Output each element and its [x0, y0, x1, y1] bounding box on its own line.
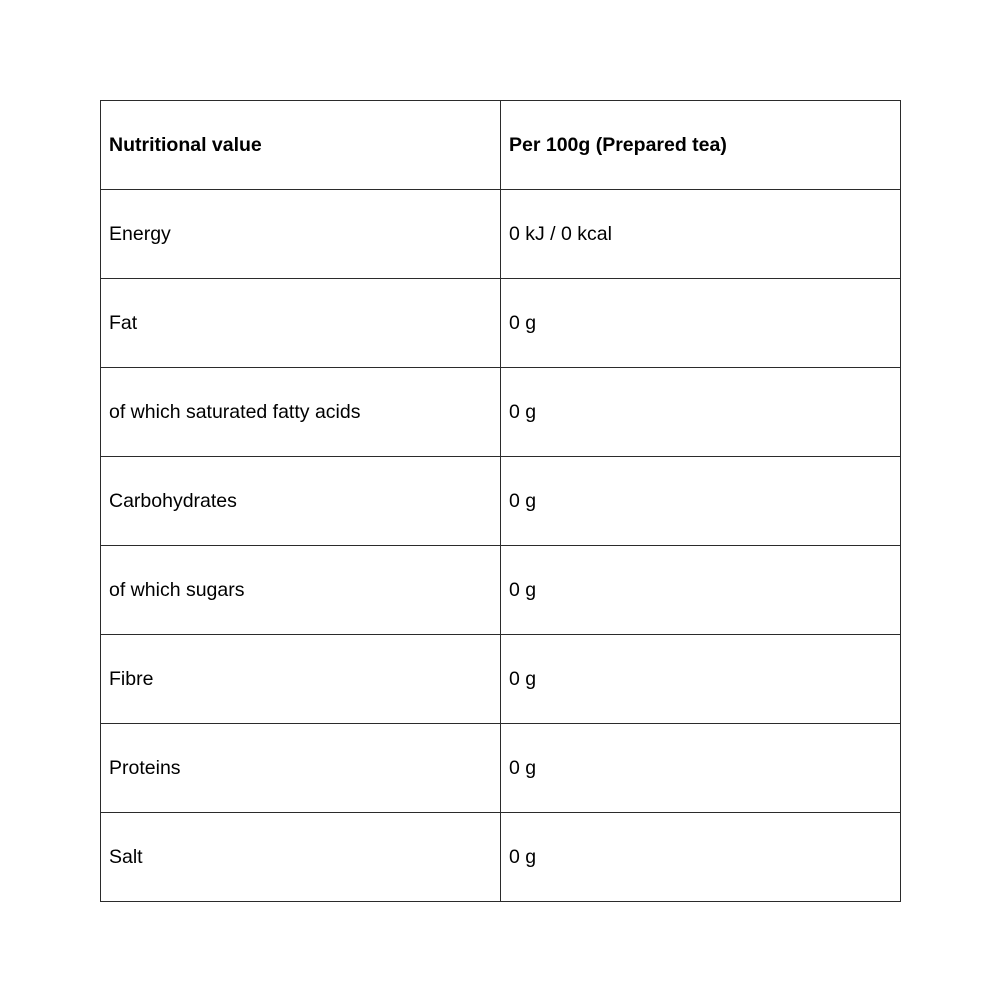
table-row — [101, 279, 901, 368]
nutrient-label: Fibre — [101, 635, 501, 724]
table-header-row — [101, 101, 901, 190]
table-row — [101, 190, 901, 279]
nutrient-label: Carbohydrates — [101, 457, 501, 546]
nutrient-label: Proteins — [101, 724, 501, 813]
nutrient-value: 0 g — [501, 724, 901, 813]
header-per-100g: Per 100g (Prepared tea) — [501, 101, 901, 190]
table-row — [101, 368, 901, 457]
nutrient-value: 0 kJ / 0 kcal — [501, 190, 901, 279]
nutrient-value: 0 g — [501, 635, 901, 724]
header-nutritional-value: Nutritional value — [101, 101, 501, 190]
table-row — [101, 724, 901, 813]
table-row — [101, 813, 901, 902]
nutrient-value: 0 g — [501, 368, 901, 457]
nutrient-label: Fat — [101, 279, 501, 368]
nutrient-value: 0 g — [501, 546, 901, 635]
nutrition-table — [100, 100, 901, 902]
table-row — [101, 635, 901, 724]
table-row — [101, 546, 901, 635]
table-row — [101, 457, 901, 546]
nutrient-value: 0 g — [501, 457, 901, 546]
nutrient-label: of which sugars — [101, 546, 501, 635]
nutrition-table-container — [100, 100, 900, 900]
nutrient-label: of which saturated fatty acids — [101, 368, 501, 457]
nutrient-value: 0 g — [501, 279, 901, 368]
nutrient-label: Salt — [101, 813, 501, 902]
nutrient-value: 0 g — [501, 813, 901, 902]
nutrient-label: Energy — [101, 190, 501, 279]
